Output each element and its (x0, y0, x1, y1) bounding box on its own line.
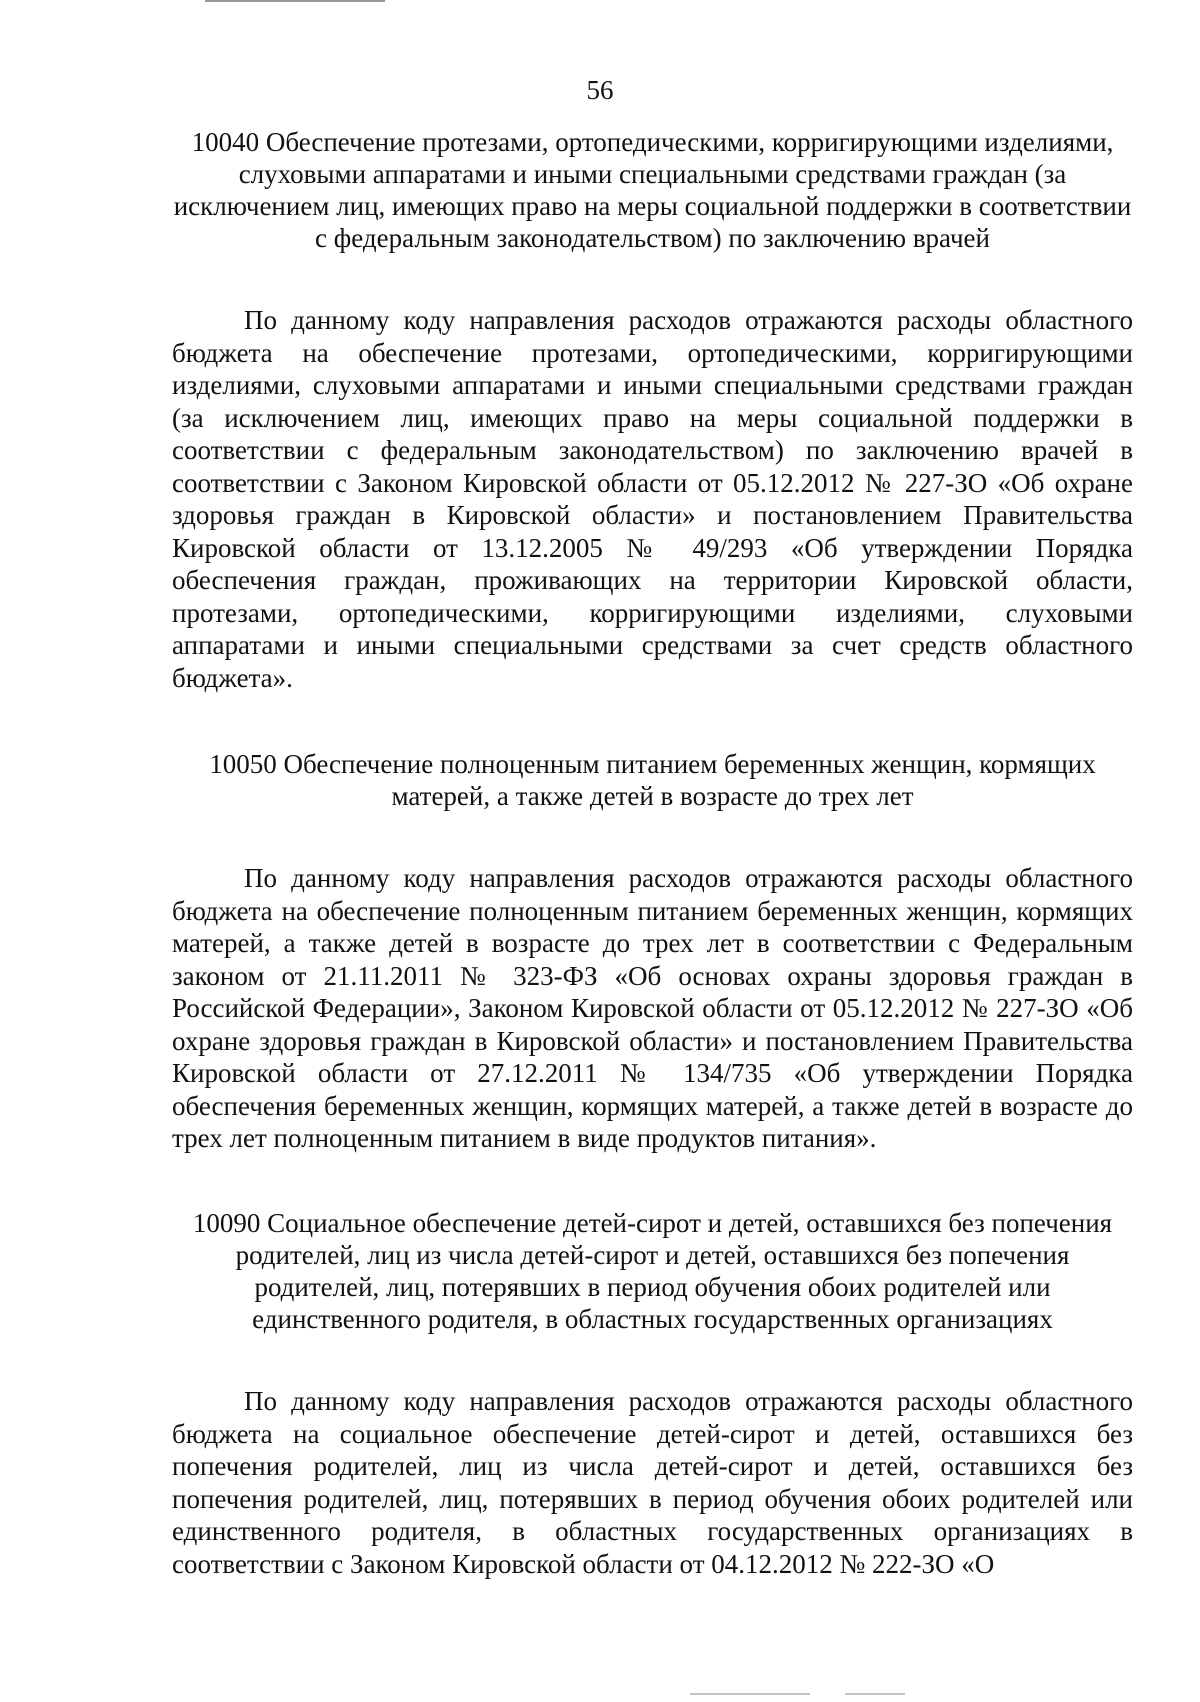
page-number: 56 (586, 75, 614, 105)
section-heading: 10090 Социальное обеспечение детей-сирот и детей, оставшихся без попечения родителей, лиц из числа детей-сирот и детей, оставшихся без попечения родителей, лиц, потерявших в период обучения обоих родителей или единственного родителя, в областных государственных организациях (192, 1208, 1113, 1334)
section-10040 (172, 126, 1133, 721)
scan-artifact-top (205, 0, 385, 2)
section-body: По данному коду направления расходов отражаются расходы областного бюджета на обеспечение полноценным питанием беременных женщин, кормящих матерей, а также детей в возрасте до трех лет в соответствии с Федеральным законом от 21.11.2011 № 323-ФЗ «Об основах охраны здоровья граждан в Российской Федерации», Законом Кировской области от 05.12.2012 № 227-ЗО «Об охране здоровья граждан в Кировской области» и постановлением Правительства Кировской области от 27.12.2011 № 134/735 «Об утверждении Порядка обеспечения беременных женщин, кормящих матерей, а также детей в возрасте до трех лет полноценным питанием в виде продуктов питания». (172, 863, 1133, 1153)
section-body: По данному коду направления расходов отражаются расходы областного бюджета на социальное обеспечение детей-сирот и детей, оставшихся без попечения родителей, лиц из числа детей-сирот и детей, оставшихся без попечения родителей, лиц, потерявших в период обучения обоих родителей или единственного родителя, в областных государственных организациях в соответствии с Законом Кировской области от 04.12.2012 № 222-ЗО «О (172, 1386, 1133, 1579)
section-10050 (172, 748, 1133, 1182)
section-heading: 10050 Обеспечение полноценным питанием беременных женщин, кормящих матерей, а также детей в возрасте до трех лет (209, 749, 1096, 811)
section-10090 (172, 1207, 1133, 1607)
scan-artifact-bottom (845, 1693, 905, 1695)
section-body: По данному коду направления расходов отражаются расходы областного бюджета на обеспечение протезами, ортопедическими, корригирующими изделиями, слуховыми аппаратами и иными специальными средствами граждан (за исключением лиц, имеющих право на меры социальной поддержки в соответствии с федеральным законодательством) по заключению врачей в соответствии с Законом Кировской области от 05.12.2012 № 227-ЗО «Об охране здоровья граждан в Кировской области» и постановлением Правительства Кировской области от 13.12.2005 № 49/293 «Об утверждении Порядка обеспечения граждан, проживающих на территории Кировской области, протезами, ортопедическими, корригирующими изделиями, слуховыми аппаратами и иными специальными средствами за счет средств областного бюджета». (172, 305, 1133, 693)
section-heading: 10040 Обеспечение протезами, ортопедическими, корригирующими изделиями, слуховыми аппаратами и иными специальными средствами граждан (за исключением лиц, имеющих право на меры социальной поддержки в соответствии с федеральным законодательством) по заключению врачей (173, 127, 1132, 253)
scan-artifact-bottom (690, 1693, 810, 1695)
